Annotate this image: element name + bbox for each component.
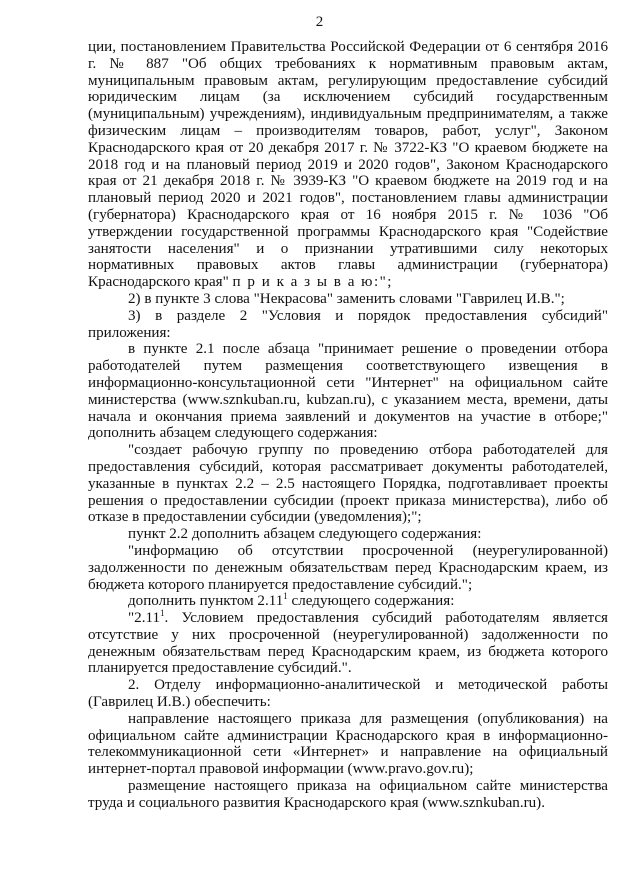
paragraph-publication: направление настоящего приказа для размещения (опубликования) на официальном сайте администрации Краснодарского края в информационно-телекоммуникационной сети «Интернет» и направление на официальный интернет-портал правовой информации (www.pravo.gov.ru); [88, 710, 608, 778]
paragraph-legal-basis [88, 39, 608, 291]
paragraph-clause-2-2: пункт 2.2 дополнить абзацем следующего содержания: [128, 526, 482, 543]
clause-number: "2.11 [128, 610, 161, 627]
paragraph-debt-info: "информацию об отсутствии просроченной (неурегулированной) задолженности по денежным обязательствам перед Краснодарским краем, из бюджета которого планируется предоставление субсидий."; [88, 542, 608, 593]
add-clause-text: дополнить пунктом 2.11 [128, 593, 284, 610]
paragraph-add-clause [88, 593, 608, 610]
clause-superscript: 1 [160, 608, 165, 619]
clause-superscript: 1 [283, 591, 288, 602]
clause-text: . Условием предоставления субсидий работодателям является отсутствие у них просроченной (неурегулированной) задолженности по денежным обязательствам перед Краснодарским краем, из бюджета которого планируется предоставление субсидий.". [88, 610, 608, 677]
paragraph-section-2: 2. Отделу информационно-аналитической и методической работы (Гаврилец И.В.) обеспечить: [88, 677, 608, 711]
order-word: п р и к а з ы в а ю:"; [232, 274, 393, 291]
legal-basis-text: ции, постановлением Правительства Российской Федерации от 6 сентября 2016 г. № 887 "Об общих требованиях к нормативным правовым актам, муниципальным правовым актам, регулирующим предоставление субсидий юридическим лицам (за исключением субсидий государственным (муниципальным) учреждениям), индивидуальным предпринимателям, а также физическим лицам – производителям товаров, работ, услуг", Законом Краснодарского края от 20 декабря 2017 г. № 3722-КЗ "О краевом бюджете на 2018 год и на плановый период 2019 и 2020 годов", Законом Краснодарского края от 21 декабря 2018 г. № 3939-КЗ "О краевом бюджете на 2019 год и на плановый период 2020 и 2021 годов", постановлением главы администрации (губернатора) Краснодарского края от 16 ноября 2015 г. № 1036 "Об утверждении государственной программы Краснодарского края "Содействие занятости населения" и о признании утратившими силу некоторых нормативных правовых актов главы администрации (губернатора) Краснодарского края" [88, 39, 608, 291]
paragraph-item-3: 3) в разделе 2 "Условия и порядок предоставления субсидий" приложения: [88, 307, 608, 341]
paragraph-item-2: 2) в пункте 3 слова "Некрасова" заменить словами "Гаврилец И.В."; [128, 290, 565, 307]
add-clause-text-end: следующего содержания: [287, 593, 455, 610]
paragraph-clause-2-1: в пункте 2.1 после абзаца "принимает решение о проведении отбора работодателей путем размещения соответствующего извещения в информационно-консультационной сети "Интернет" на официальном сайте министерства (www.sznkuban.ru, kubzan.ru), с указанием места, времени, даты начала и окончания приема заявлений и документов на участие в отборе;" дополнить абзацем следующего содержания: [88, 341, 608, 442]
paragraph-clause-2-11-1 [88, 610, 608, 677]
document-body [88, 39, 608, 812]
paragraph-website: размещение настоящего приказа на официальном сайте министерства труда и социального развития Краснодарского края (www.sznkuban.ru). [88, 778, 608, 811]
paragraph-working-group: "создает рабочую группу по проведению отбора работодателей для предоставления субсидий, которая рассматривает документы работодателей, указанные в пунктах 2.2 – 2.5 настоящего Порядка, подготавливает проекты решения о предоставлении субсидии (проект приказа министерства), либо об отказе в предоставлении субсидии (уведомления);"; [88, 442, 608, 526]
page-number: 2 [315, 14, 324, 30]
